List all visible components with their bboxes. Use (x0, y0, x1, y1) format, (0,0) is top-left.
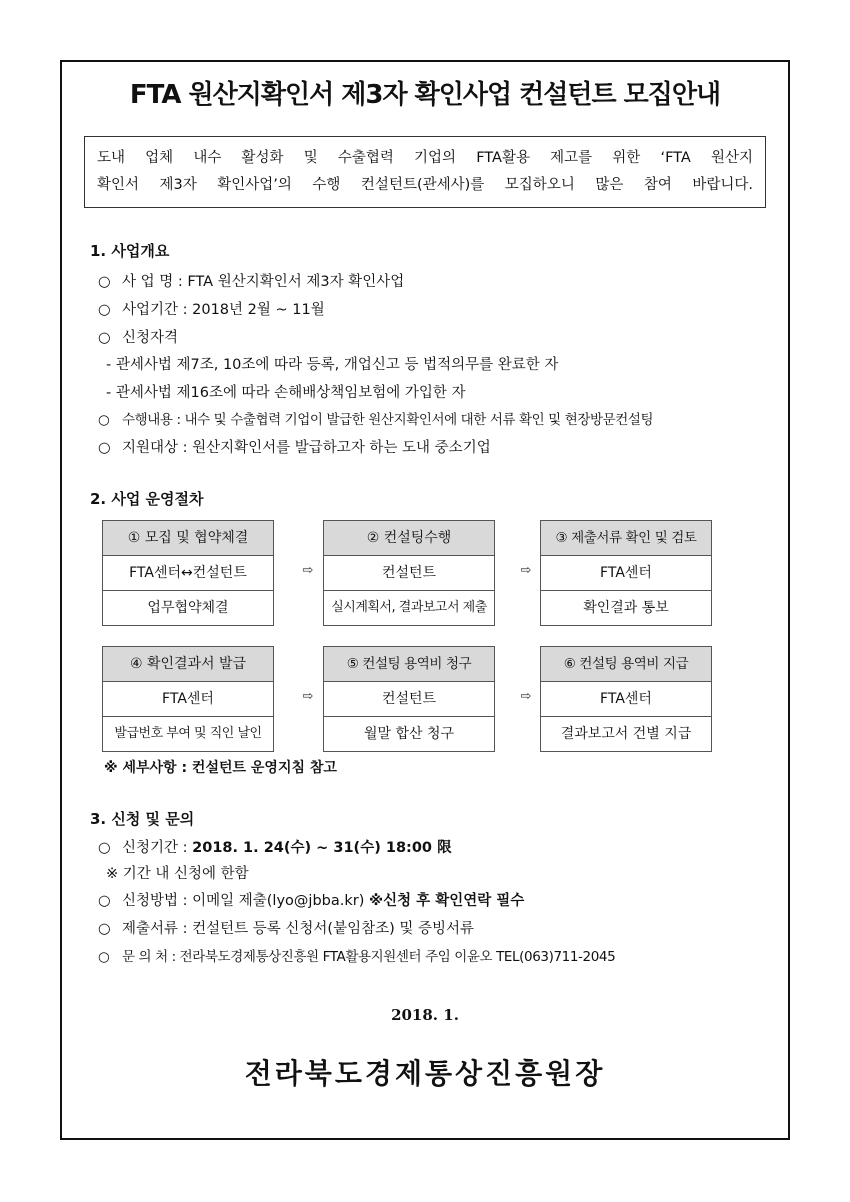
list-item (106, 381, 466, 402)
section-heading: 2. 사업 운영절차 (90, 490, 204, 508)
step-actor: FTA센터 (541, 682, 711, 717)
list-item (98, 945, 615, 965)
step-title: ⑤ 컨설팅 용역비 청구 (324, 647, 494, 682)
step-title: ④ 확인결과서 발급 (103, 647, 273, 682)
docs-text: 제출서류 : 컨설턴트 등록 신청서(붙임참조) 및 증빙서류 (122, 921, 475, 937)
section-heading: 3. 신청 및 문의 (90, 810, 195, 828)
arrow-right-icon: ⇨ (302, 689, 314, 704)
method-emphasis: ※신청 후 확인연락 필수 (368, 893, 525, 909)
process-step (540, 520, 712, 626)
bullet: - (106, 357, 112, 373)
process-step (540, 646, 712, 752)
list-item-text: 신청자격 (122, 330, 179, 346)
step-actor: 컨설턴트 (324, 682, 494, 717)
step-action: 업무협약체결 (147, 600, 229, 616)
step-title: ① 모집 및 협약체결 (103, 521, 273, 556)
signer-name: 전라북도경제통상진흥원장 (244, 1057, 606, 1090)
section-heading: 1. 사업개요 (90, 242, 170, 260)
arrow-right-icon: ⇨ (520, 689, 532, 704)
step-actor: FTA센터 (103, 682, 273, 717)
bullet: - (106, 385, 112, 401)
bullet: ○ (98, 274, 111, 290)
detail-note: ※ 세부사항 : 컨설턴트 운영지침 참고 (104, 760, 337, 776)
page-title: FTA 원산지확인서 제3자 확인사업 컨설턴트 모집안내 (129, 80, 721, 110)
arrow-right-icon: ⇨ (520, 563, 532, 578)
list-item-text: 사 업 명 : FTA 원산지확인서 제3자 확인사업 (122, 274, 405, 290)
step-title: ③ 제출서류 확인 및 검토 (541, 521, 711, 556)
method-text: 신청방법 : 이메일 제출(lyo@jbba.kr) (122, 893, 365, 909)
step-actor: 컨설턴트 (324, 556, 494, 591)
document-date: 2018. 1. (391, 1006, 459, 1024)
list-item (98, 889, 524, 910)
process-step (323, 520, 495, 626)
list-item-text: 지원대상 : 원산지확인서를 발급하고자 하는 도내 중소기업 (122, 440, 491, 456)
contact-text: 문 의 처 : 전라북도경제통상진흥원 FTA활용지원센터 주임 이윤오 TEL(063)711-2045 (122, 949, 616, 965)
bullet: ○ (98, 893, 111, 909)
intro-line: 확인서 제3자 확인사업’의 수행 컨설턴트(관세사)를 모집하오니 많은 참여 바랍니다. (97, 177, 753, 193)
process-step (102, 646, 274, 752)
step-action: 발급번호 부여 및 직인 날인 (114, 726, 262, 741)
step-action: 실시계획서, 결과보고서 제출 (331, 600, 487, 615)
step-title: ⑥ 컨설팅 용역비 지급 (541, 647, 711, 682)
bullet: ○ (98, 330, 111, 346)
list-item (98, 408, 653, 428)
arrow-right-icon: ⇨ (302, 563, 314, 578)
period-label: 신청기간 : (122, 840, 188, 856)
step-action: 결과보고서 건별 지급 (560, 726, 692, 742)
bullet: ○ (98, 949, 110, 965)
process-step (102, 520, 274, 626)
bullet: ○ (98, 302, 111, 318)
list-item (98, 270, 404, 291)
step-action: 월말 합산 청구 (363, 726, 455, 742)
list-item (98, 917, 474, 938)
bullet: ○ (98, 921, 111, 937)
step-action: 확인결과 통보 (583, 600, 669, 616)
bullet: ○ (98, 412, 110, 428)
bullet: ○ (98, 840, 111, 856)
list-item (98, 436, 491, 457)
list-item-text: 수행내용 : 내수 및 수출협력 기업이 발급한 원산지확인서에 대한 서류 확인 및 현장방문컨설팅 (122, 412, 654, 428)
list-item (106, 353, 558, 374)
step-title: ② 컨설팅수행 (324, 521, 494, 556)
period-note: ※ 기간 내 신청에 한함 (106, 866, 249, 882)
list-item-text: 사업기간 : 2018년 2월 ~ 11월 (122, 302, 325, 318)
intro-box (84, 136, 766, 208)
intro-line: 도내 업체 내수 활성화 및 수출협력 기업의 FTA활용 제고를 위한 ‘FTA 원산지 (97, 150, 753, 166)
list-item (98, 836, 452, 857)
list-item (98, 298, 325, 319)
period-value: 2018. 1. 24(수) ~ 31(수) 18:00 限 (192, 840, 452, 856)
step-actor: FTA센터↔컨설턴트 (103, 556, 273, 591)
bullet: ○ (98, 440, 111, 456)
process-step (323, 646, 495, 752)
step-actor: FTA센터 (541, 556, 711, 591)
list-item-text: 관세사법 제7조, 10조에 따라 등록, 개업신고 등 법적의무를 완료한 자 (115, 357, 559, 373)
list-item-text: 관세사법 제16조에 따라 손해배상책임보험에 가입한 자 (115, 385, 466, 401)
list-item (98, 326, 178, 347)
